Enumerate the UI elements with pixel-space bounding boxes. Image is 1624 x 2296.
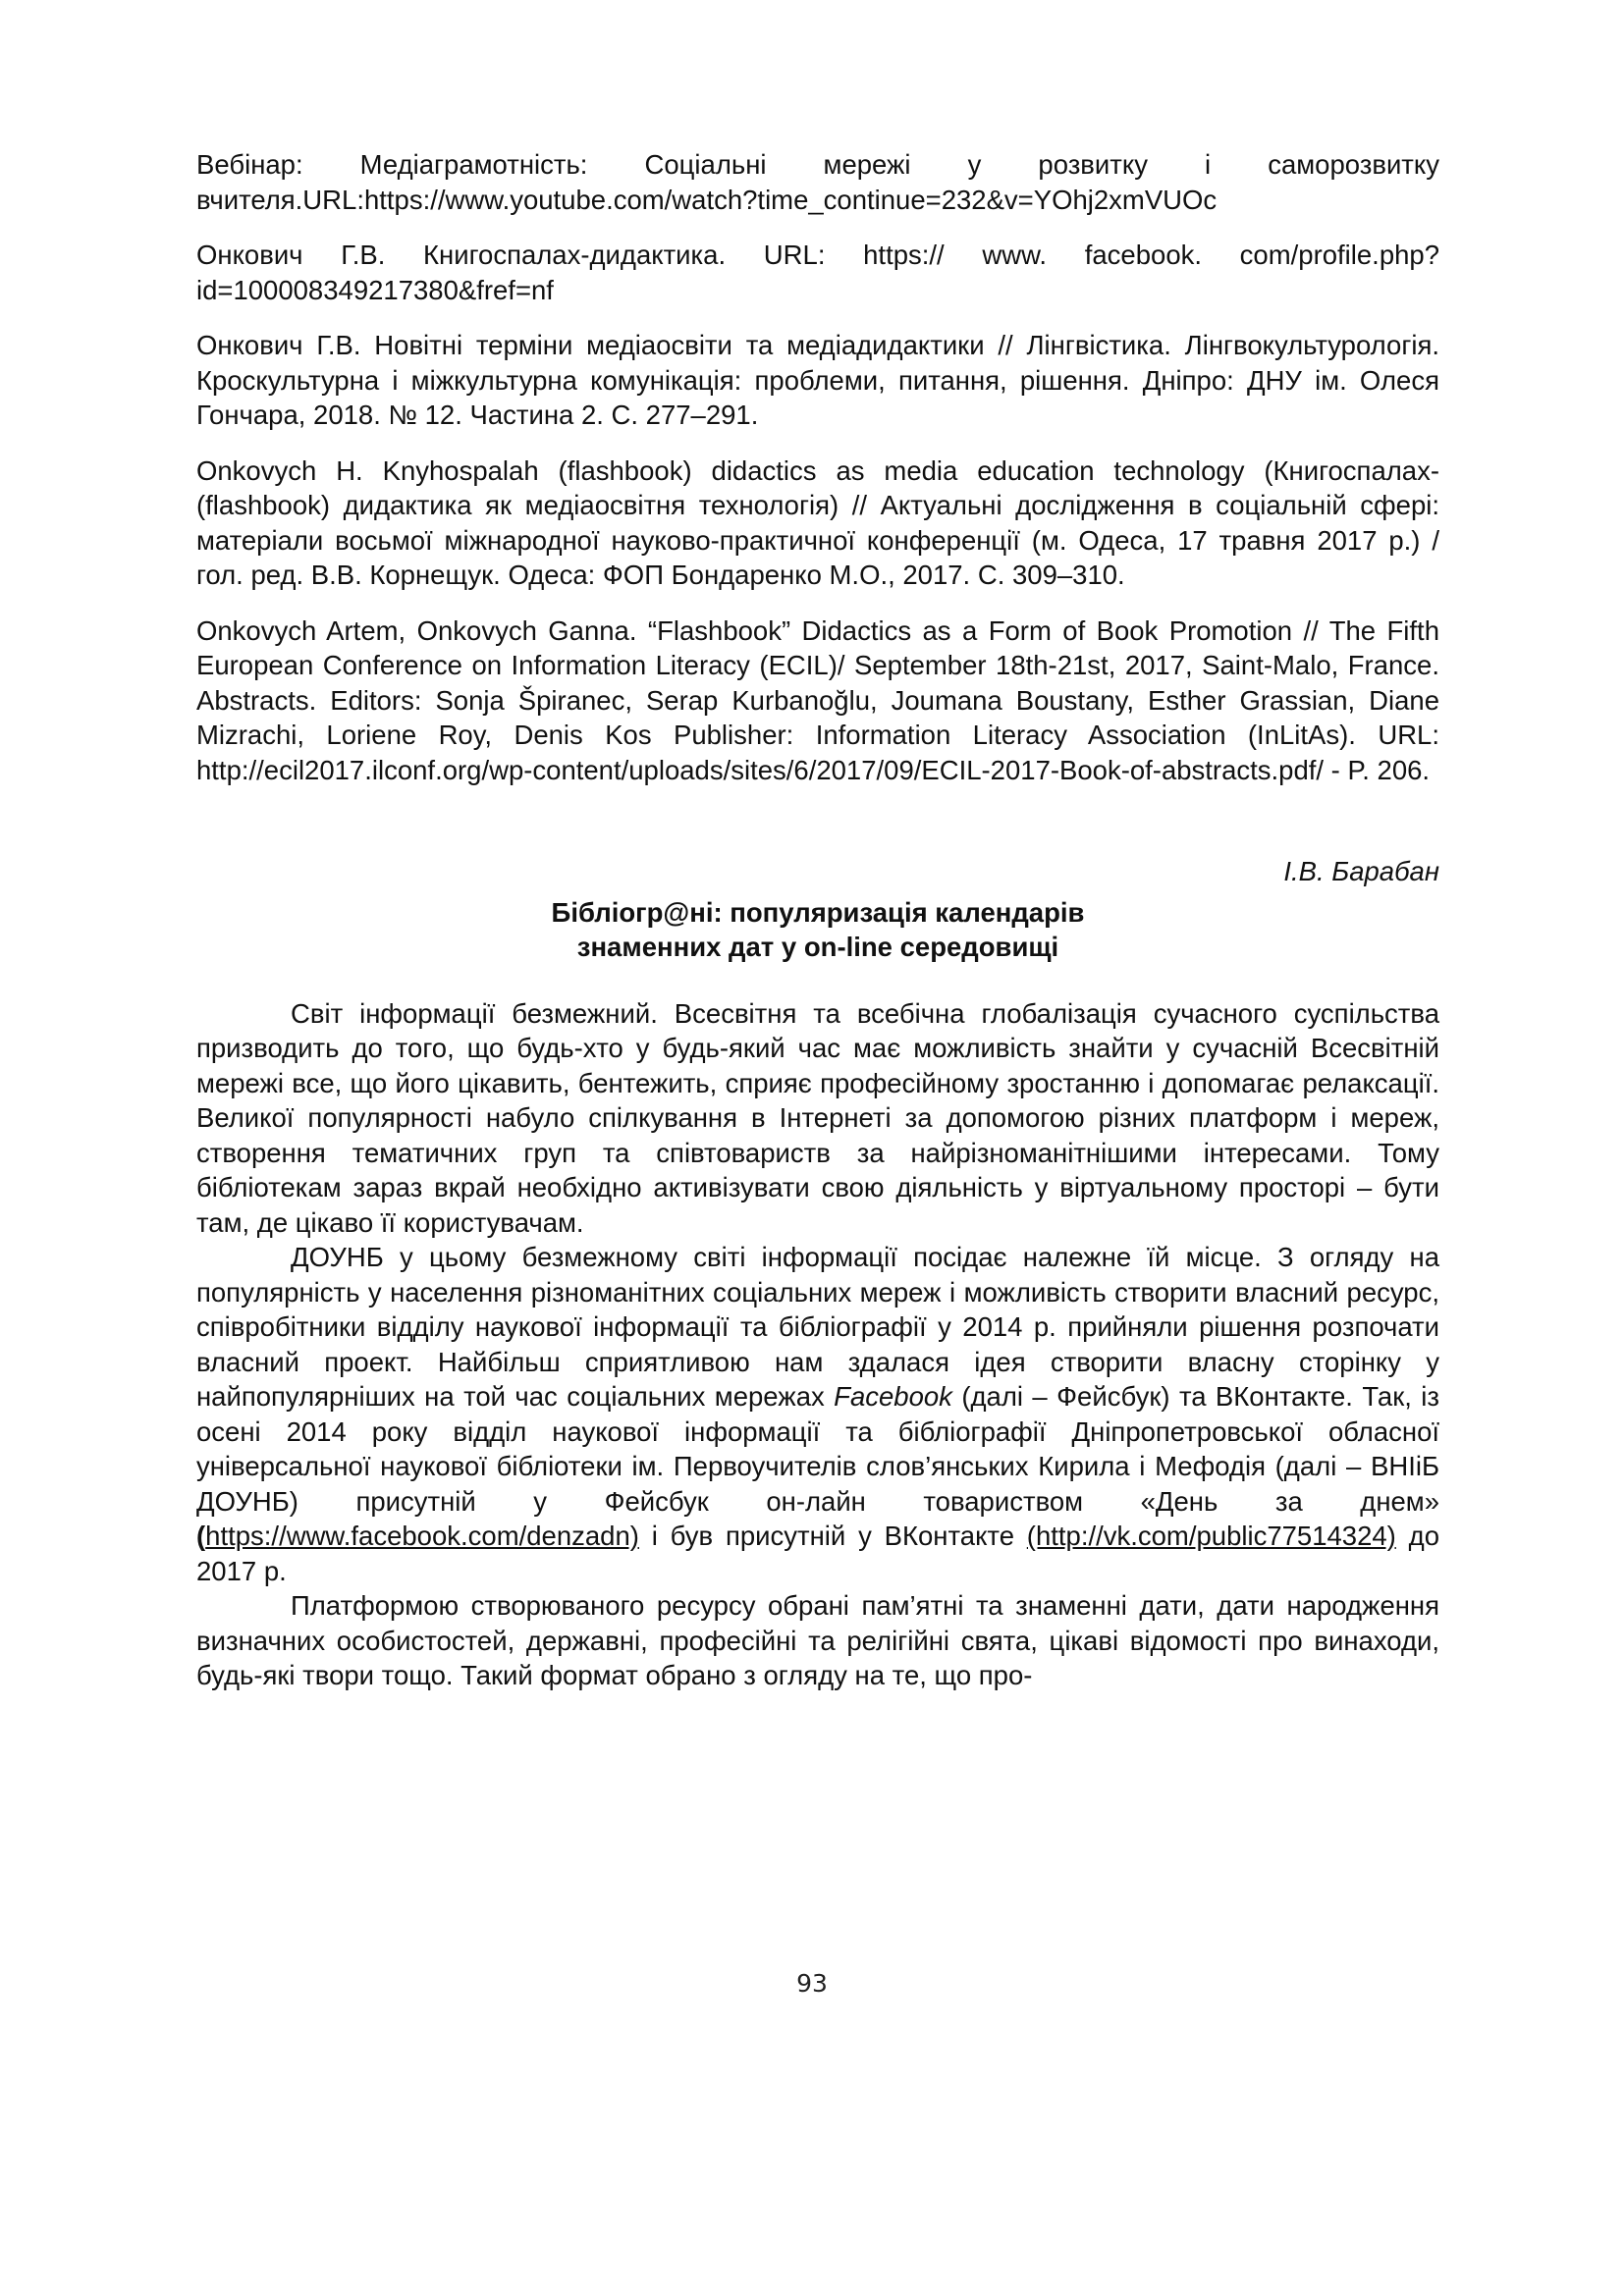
article-paragraph-1: Світ інформації безмежний. Всесвітня та всебічна глобалізація сучасного суспільства призводить до того, що будь-хто у будь-який час має можливість знайти у сучасній Всесвітній мережі все, що його цікавить, бентежить, сприяє професійному зростанню і допомагає релаксації. Великої популярності набуло спілкування в Інтернеті за допомогою різних платформ і мереж, створення тематичних груп та співтовариств за найрізноманітнішими інтересами. Тому бібліотекам зараз вкрай необхідно активізувати свою діяльність у віртуальному просторі – бути там, де цікаво її користувачам.	[196, 997, 1439, 1238]
reference-item: Onkovych H. Knyhospalah (flashbook) didactics as media education technology (Книгоспалах- (flashbook) дидактика як медіаосвітня технологія) // Актуальні дослідження в соціальній сфері: матеріали восьмої міжнародної науково-практичної конференції (м. Одеса, 17 травня 2017 р.) / гол. ред. В.В. Корнещук. Одеса: ФОП Бондаренко М.О., 2017. С. 309–310.	[196, 454, 1439, 590]
article-paragraph-2	[196, 1240, 1439, 1588]
facebook-link[interactable]: https://www.facebook.com/denzadn)	[205, 1521, 639, 1551]
paragraph-text: (далі – Фейсбук) та ВКонтакте. Так, із осені 2014 року відділ наукової інформації та бібліографії Дніпропетровської обласної універсальної наукової бібліотеки ім. Первоучителів слов’янських Кирила і Мефодія (далі – ВНІіБ ДОУНБ) присутній у Фейсбук он-лайн товариством «День за днем»	[196, 1381, 1439, 1517]
facebook-term: Facebook	[834, 1381, 952, 1412]
open-paren: (	[196, 1521, 206, 1551]
page-number: 93	[796, 1969, 828, 1998]
article-title	[196, 895, 1439, 965]
reference-item: Онкович Г.В. Новітні терміни медіаосвіти та медіадидактики // Лінгвістика. Лінгвокультурологія. Кроскультурна і міжкультурна комунікація: проблеми, питання, рішення. Дніпро: ДНУ ім. Олеся Гончара, 2018. № 12. Частина 2. С. 277–291.	[196, 330, 1439, 430]
article-title-line: знаменних дат у on-line середовищі	[576, 932, 1059, 962]
paragraph-text: і був присутній у ВКонтакте	[638, 1521, 1027, 1551]
paragraph-text: ДОУНБ у цьому безмежному світі інформації посідає належне їй місце. З огляду на популярність у населення різноманітних соціальних мереж і можливість створити власний ресурс, співробітники відділу наукової інформації та бібліографії у 2014 р. прийняли рішення розпочати власний проект. Найбільш сприятливою нам здалася ідея створити власну сторінку у найпопулярніших на той час соціальних мережах	[196, 1242, 1439, 1412]
reference-item: Вебінар: Медіаграмотність: Соціальні мережі у розвитку і саморозвитку вчителя.URL:https://www.youtube.com/watch?time_continue=232&v=YOhj2xmVUOc	[196, 149, 1439, 215]
article-author: І.В. Барабан	[1283, 856, 1439, 886]
reference-list	[196, 147, 1439, 787]
article-title-line: Бібліогр@ні: популяризація календарів	[551, 896, 1085, 928]
vk-link[interactable]: (http://vk.com/public77514324)	[1026, 1521, 1396, 1551]
page-content	[196, 147, 1439, 1693]
reference-item: Онкович Г.В. Книгоспалах-дидактика. URL: https:// www. facebook. com/profile.php?id=100008349217380&fref=nf	[196, 240, 1439, 305]
paragraph-text: до 2017 р.	[196, 1521, 1439, 1586]
reference-item: Onkovych Artem, Onkovych Ganna. “Flashbook” Didactics as a Form of Book Promotion // The Fifth European Conference on Information Literacy (ECIL)/ September 18th-21st, 2017, Saint-Malo, France. Abstracts. Editors: Sonja Špiranec, Serap Kurbanoğlu, Joumana Boustany, Esther Grassian, Diane Mizrachi, Loriene Roy, Denis Kos Publisher: Information Literacy Association (InLitAs). URL: http://ecil2017.ilconf.org/wp-content/uploads/sites/6/2017/09/ECIL-2017-Book-of-abstracts.pdf/ - P. 206.	[196, 614, 1439, 785]
article-paragraph-3: Платформою створюваного ресурсу обрані пам’ятні та знаменні дати, дати народження визначних особистостей, державні, професійні та релігійні свята, цікаві відомості про винаходи, будь-які твори тощо. Такий формат обрано з огляду на те, що про-	[196, 1590, 1439, 1690]
